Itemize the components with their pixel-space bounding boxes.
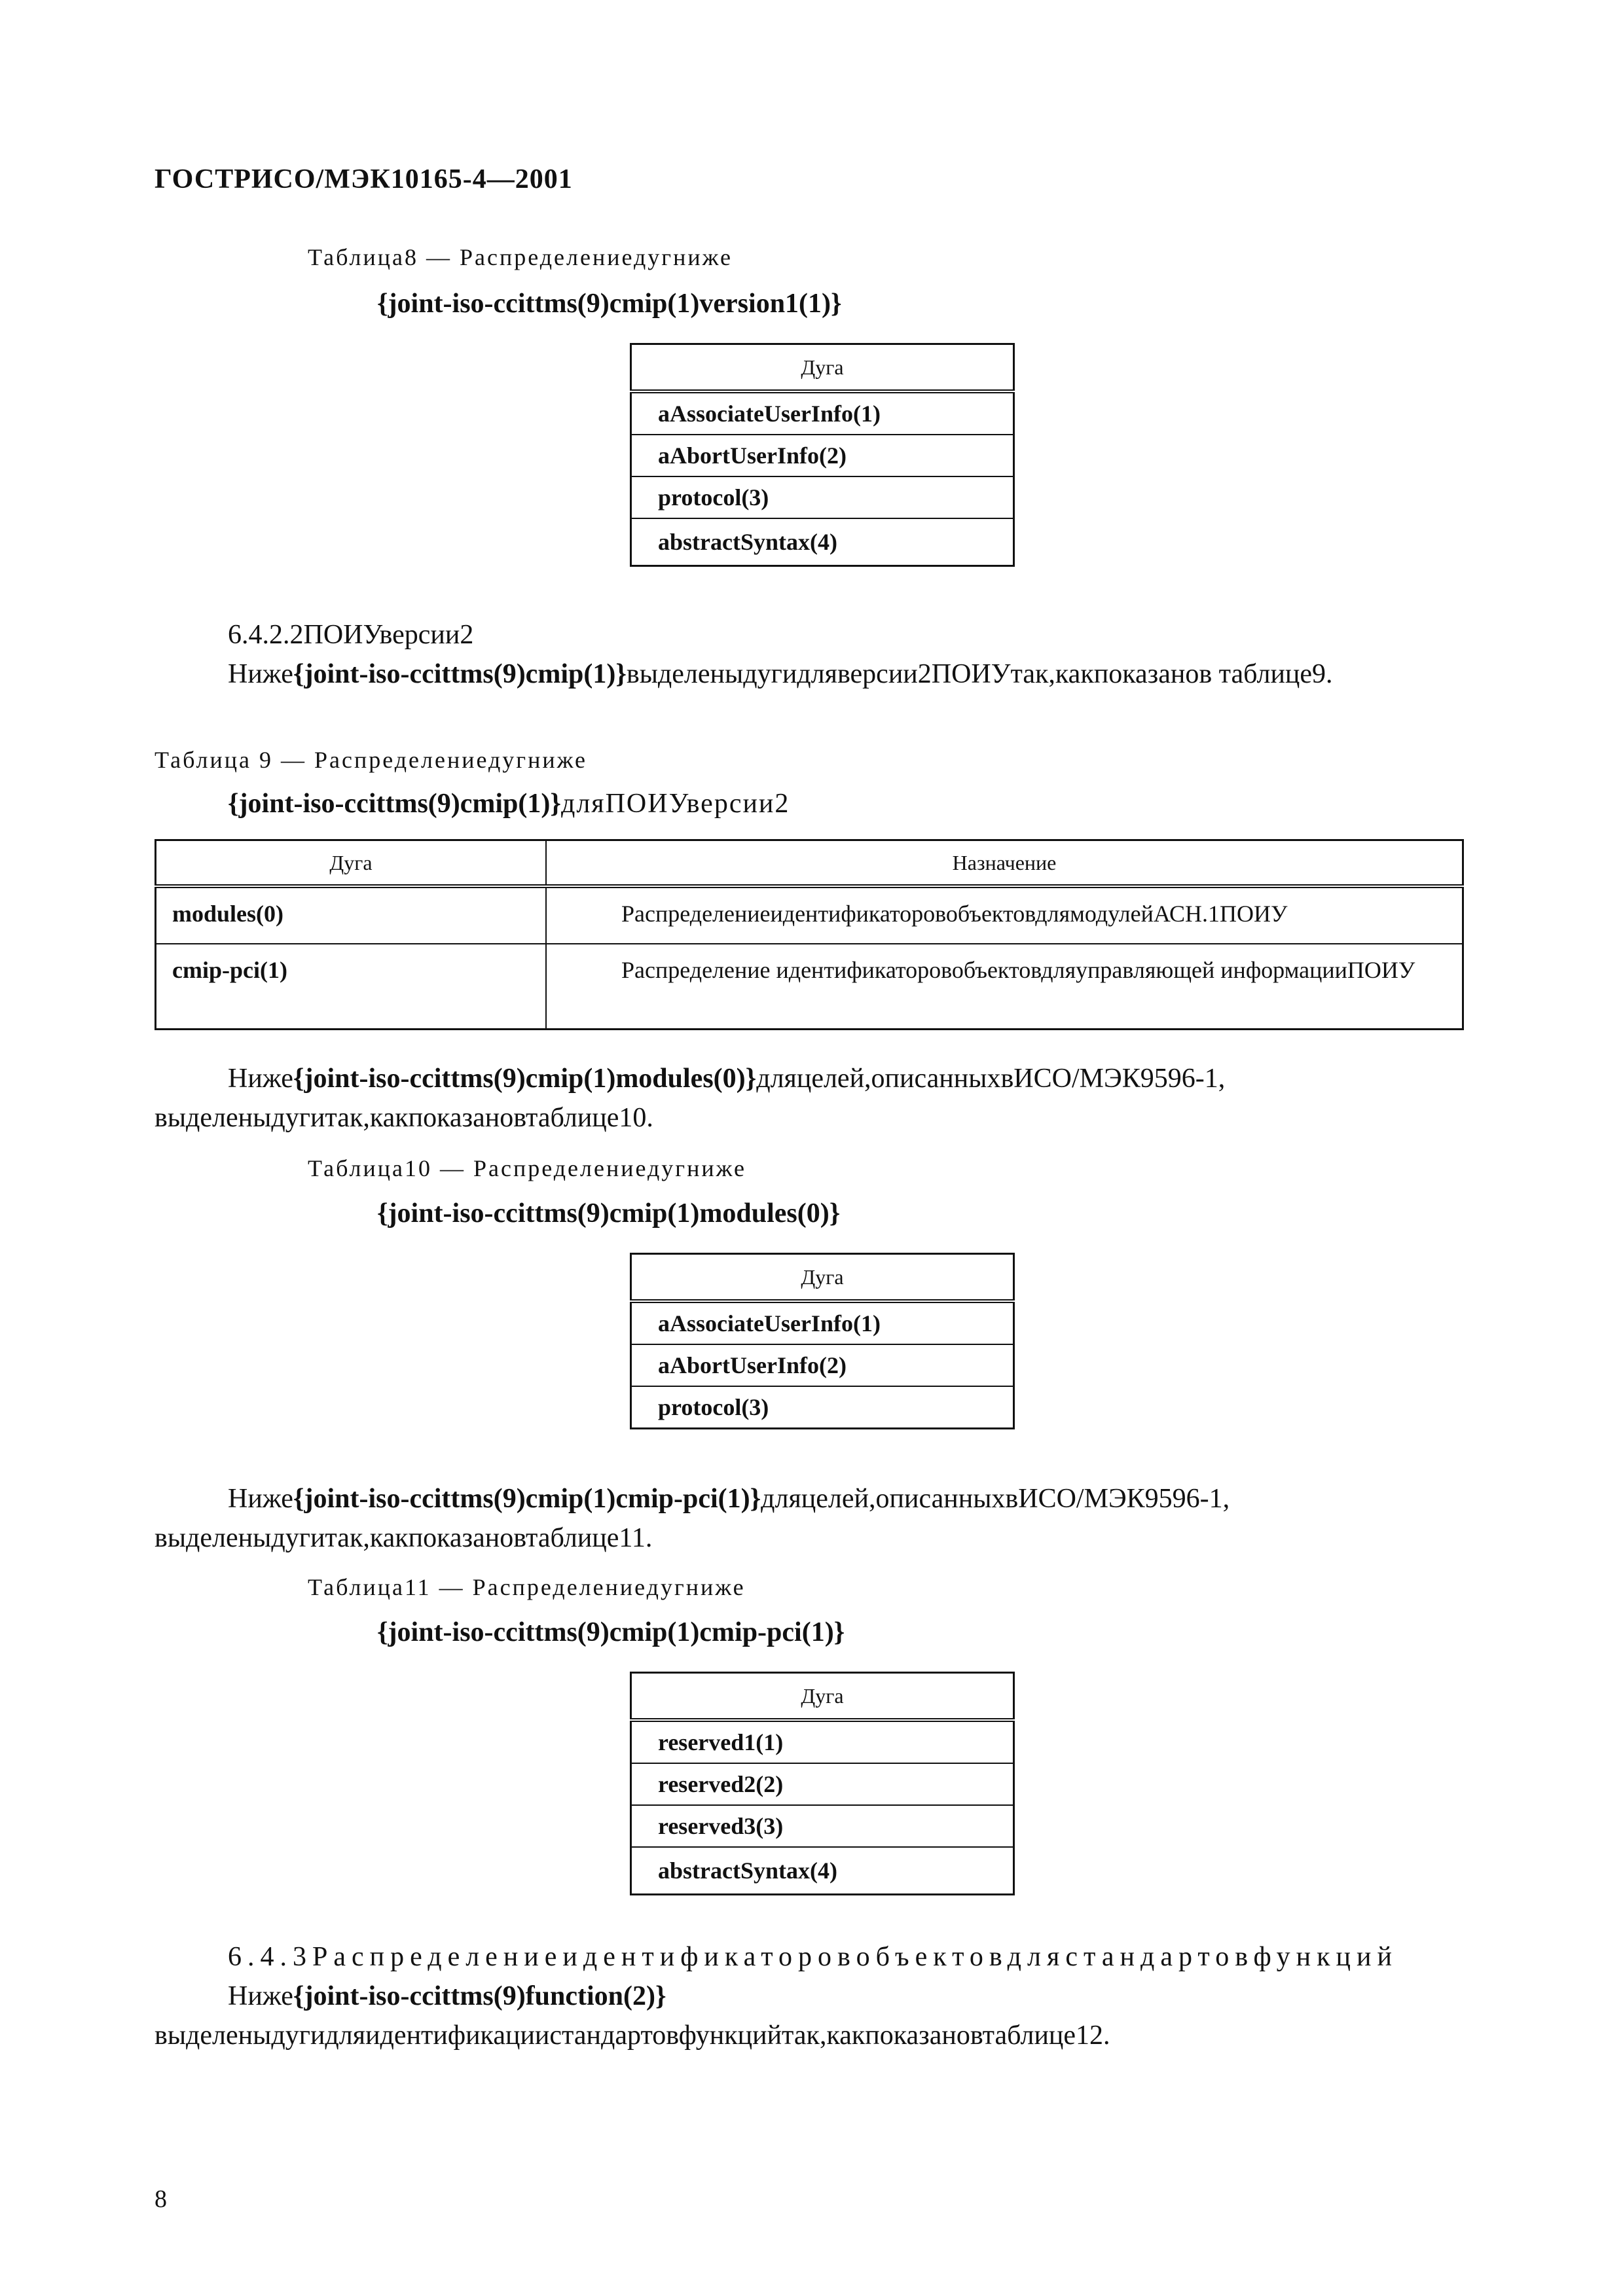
table-9-header-purpose: Назначение [546, 840, 1463, 887]
table-10-header: Дуга [631, 1254, 1014, 1302]
table-8-header: Дуга [631, 344, 1014, 392]
table-11-header: Дуга [631, 1673, 1014, 1721]
paragraph-text: Ниже [228, 1981, 293, 2011]
table-row: reserved1(1) [631, 1720, 1014, 1763]
table-row: abstractSyntax(4) [631, 518, 1014, 566]
paragraph-text: Ниже [228, 1484, 293, 1514]
table-9-node-suffix: дляПОИУверсии2 [560, 789, 790, 819]
table-row: reserved3(3) [631, 1805, 1014, 1847]
table-9-node: {joint-iso-ccittms(9)cmip(1)} [228, 789, 561, 819]
table-row: aAssociateUserInfo(1) [631, 1301, 1014, 1344]
table-10 [630, 1253, 1015, 1429]
document-header: ГОСТРИСО/МЭК10165-4—2001 [155, 164, 573, 194]
table-8-caption: Таблица8 — Распределениедугниже [308, 244, 733, 270]
section-6-4-2-2 [155, 615, 1477, 694]
table-8-node: {joint-iso-ccittms(9)cmip(1)version1(1)} [377, 289, 842, 319]
table-11-node: {joint-iso-ccittms(9)cmip(1)cmip-pci(1)} [377, 1617, 845, 1647]
table-row: reserved2(2) [631, 1763, 1014, 1805]
table-cell-purpose: РаспределениеидентификаторовобъектовдлямодулейАСН.1ПОИУ [546, 886, 1463, 944]
table-9-node-line [228, 788, 790, 819]
page-number: 8 [155, 2185, 167, 2213]
paragraph-cmip-pci [155, 1479, 1477, 1558]
paragraph-node: {joint-iso-ccittms(9)cmip(1)} [293, 659, 627, 689]
paragraph-text: выделеныдугидляверсии2ПОИУтак,какпоказанов таблице9. [626, 659, 1333, 689]
paragraph-node: {joint-iso-ccittms(9)cmip(1)modules(0)} [293, 1064, 757, 1094]
table-row: aAbortUserInfo(2) [631, 1344, 1014, 1386]
paragraph-text: Ниже [228, 1064, 293, 1094]
table-9-caption: Таблица 9 — Распределениедугниже [155, 747, 587, 773]
table-11-caption: Таблица11 — Распределениедугниже [308, 1574, 746, 1600]
table-9 [155, 839, 1464, 1030]
paragraph-text: дляцелей,описанныхвИСО/МЭК9596-1, выделеныдугитак,какпоказановтаблице10. [155, 1064, 1226, 1133]
section-heading: 6.4.2.2ПОИУверсии2 [228, 620, 474, 650]
table-cell-arc: cmip-pci(1) [156, 944, 547, 1030]
table-cell-arc: modules(0) [156, 886, 547, 944]
table-10-node: {joint-iso-ccittms(9)cmip(1)modules(0)} [377, 1198, 841, 1229]
table-row [156, 944, 1463, 1030]
table-9-header-arc: Дуга [156, 840, 547, 887]
paragraph-text: Ниже [228, 659, 293, 689]
paragraph-modules [155, 1059, 1477, 1138]
table-cell-purpose: Распределение идентификаторовобъектовдляуправляющей информацииПОИУ [546, 944, 1463, 1030]
table-row [156, 886, 1463, 944]
paragraph-text: выделеныдугидляидентификациистандартовфункцийтак,какпоказановтаблице12. [155, 2020, 1110, 2051]
section-heading: 6.4.3Распределениеидентификаторовобъектовдлястандартовфункций [228, 1942, 1398, 1972]
section-6-4-3 [155, 1937, 1477, 2055]
table-row: abstractSyntax(4) [631, 1847, 1014, 1895]
table-row: aAssociateUserInfo(1) [631, 391, 1014, 435]
paragraph-text: дляцелей,описанныхвИСО/МЭК9596-1, выделеныдугитак,какпоказановтаблице11. [155, 1484, 1230, 1553]
paragraph-node: {joint-iso-ccittms(9)function(2)} [293, 1981, 666, 2011]
table-row: protocol(3) [631, 476, 1014, 518]
table-11 [630, 1672, 1015, 1895]
table-row: protocol(3) [631, 1386, 1014, 1429]
table-row: aAbortUserInfo(2) [631, 435, 1014, 476]
paragraph-node: {joint-iso-ccittms(9)cmip(1)cmip-pci(1)} [293, 1484, 761, 1514]
table-8 [630, 343, 1015, 567]
table-10-caption: Таблица10 — Распределениедугниже [308, 1155, 746, 1181]
